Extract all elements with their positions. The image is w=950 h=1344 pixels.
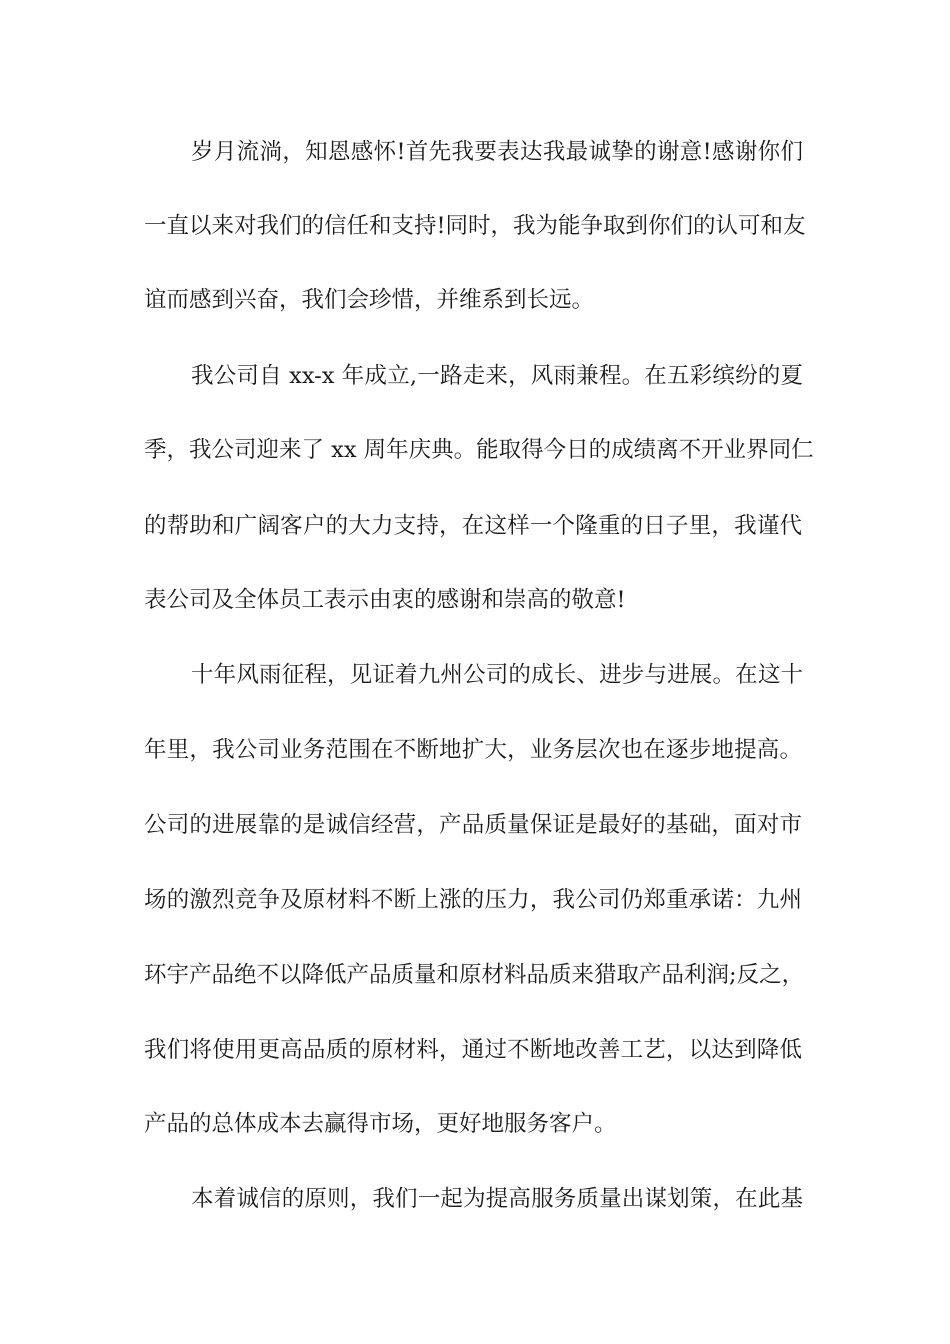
paragraph-2-line-3	[0, 506, 950, 546]
text-line: 我公司自 xx-x 年成立,一路走来，风雨兼程。在五彩缤纷的夏	[191, 363, 803, 389]
text-line: 我们将使用更高品质的原材料，通过不断地改善工艺，以达到降低	[144, 1037, 802, 1063]
text-line: 公司的进展靠的是诚信经营，产品质量保证是最好的基础，面对市	[144, 812, 802, 838]
text-line: 岁月流淌，知恩感怀!首先我要表达我最诚挚的谢意!感谢你们	[191, 139, 803, 165]
paragraph-3-line-3	[0, 805, 950, 845]
text-line: 环宇产品绝不以降低产品质量和原材料品质来猎取产品利润;反之，	[144, 962, 805, 988]
paragraph-1-line-1	[0, 132, 950, 172]
text-line: 产品的总体成本去赢得市场，更好地服务客户。	[144, 1111, 617, 1137]
text-line: 表公司及全体员工表示由衷的感谢和崇高的敬意!	[144, 587, 626, 613]
paragraph-3-line-7	[0, 1104, 950, 1144]
paragraph-3-line-4	[0, 880, 950, 920]
text-line: 一直以来对我们的信任和支持!同时，我为能争取到你们的认可和友	[144, 213, 806, 239]
text-line: 谊而感到兴奋，我们会珍惜，并维系到长远。	[144, 287, 595, 313]
text-line: 的帮助和广阔客户的大力支持，在这样一个隆重的日子里，我谨代	[144, 513, 802, 539]
text-line: 季，我公司迎来了 xx 周年庆典。能取得今日的成绩离不开业界同仁	[144, 437, 814, 463]
paragraph-1-line-3	[0, 280, 950, 320]
text-line: 本着诚信的原则，我们一起为提高服务质量出谋划策，在此基	[191, 1186, 803, 1212]
paragraph-4-line-1	[0, 1179, 950, 1219]
paragraph-1-line-2	[0, 206, 950, 246]
paragraph-3-line-5	[0, 955, 950, 995]
paragraph-3-line-1	[0, 655, 950, 695]
paragraph-2-line-2	[0, 430, 950, 470]
text-line: 年里，我公司业务范围在不断地扩大，业务层次也在逐步地提高。	[144, 737, 802, 763]
paragraph-3-line-6	[0, 1030, 950, 1070]
paragraph-3-line-2	[0, 730, 950, 770]
paragraph-2-line-4	[0, 580, 950, 620]
paragraph-2-line-1	[0, 356, 950, 396]
text-line: 十年风雨征程，见证着九州公司的成长、进步与进展。在这十	[191, 662, 803, 688]
text-line: 场的激烈竞争及原材料不断上涨的压力，我公司仍郑重承诺：九州	[144, 887, 802, 913]
